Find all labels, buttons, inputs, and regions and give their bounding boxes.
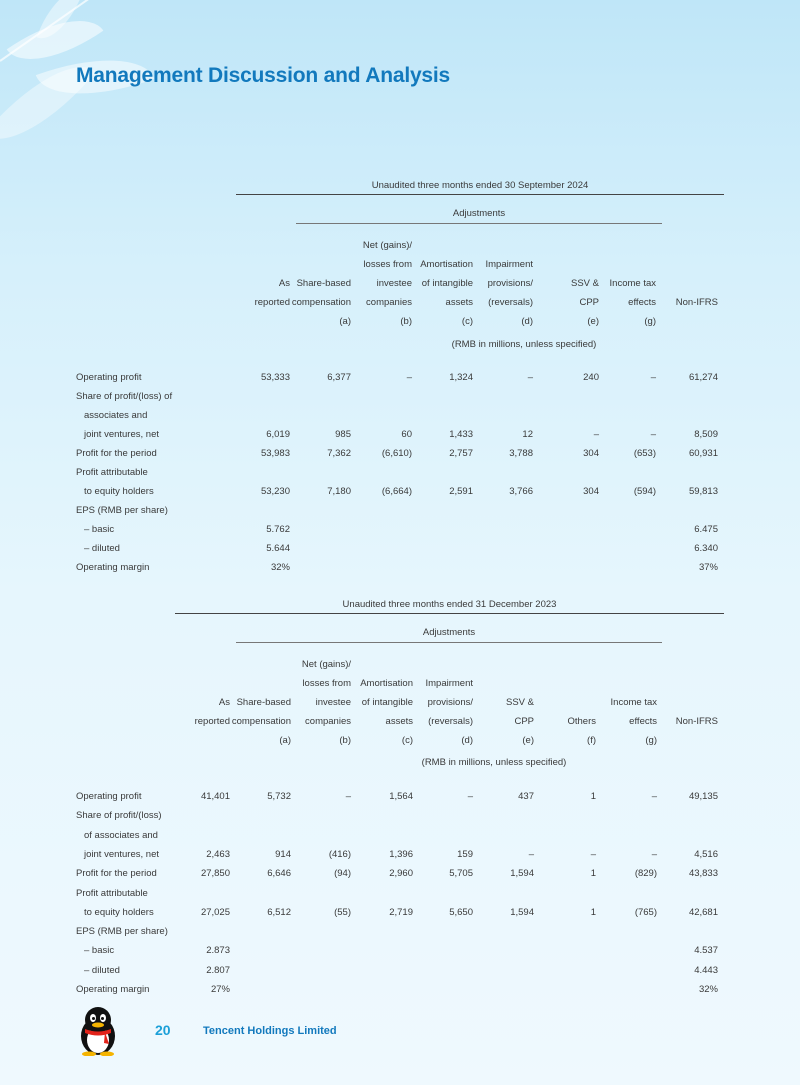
table-cell-value: 2.807 [206, 964, 230, 976]
table-cell-value: 6,646 [267, 868, 291, 880]
table-cell-value: 60,931 [688, 448, 718, 459]
adjustments-header: Adjustments [452, 208, 506, 219]
table-cell-value: 41,401 [200, 791, 230, 802]
row-label: Share of profit/(loss) of [76, 391, 173, 402]
table-cell-value: 4.443 [694, 964, 718, 976]
units-label: (RMB in millions, unless specified) [421, 757, 567, 768]
table-cell-value: 12 [522, 429, 533, 440]
column-note: (g) [645, 735, 657, 746]
units-label: (RMB in millions, unless specified) [451, 339, 597, 350]
table-cell-value: – [527, 372, 533, 383]
column-header-line: provisions/ [487, 278, 533, 289]
row-label: Operating margin [76, 562, 150, 573]
table-cell-value: 1 [590, 868, 596, 880]
table-cell-value: (94) [334, 868, 351, 880]
column-header-line: Income tax [609, 278, 656, 289]
table-cell-value: (6,610) [381, 448, 412, 459]
row-label: Share of profit/(loss) [76, 810, 162, 822]
table-cell-value: – [406, 372, 412, 383]
page-number: 20 [155, 1022, 171, 1038]
table-cell-value: 27,850 [200, 868, 230, 880]
column-note: (b) [400, 316, 412, 327]
table-cell-value: 304 [583, 448, 599, 459]
adjustments-header: Adjustments [422, 627, 476, 638]
column-note: (c) [401, 735, 413, 746]
column-header-line: Amortisation [420, 259, 473, 270]
period-header: Unaudited three months ended 31 December 2023 [342, 599, 557, 610]
table-cell-value: 32% [270, 562, 290, 573]
column-note: (a) [339, 316, 351, 327]
table-cell-value: 43,833 [688, 868, 718, 880]
table-cell-value: 7,362 [327, 448, 351, 459]
table-cell-value: 2,591 [449, 486, 473, 497]
table-cell-value: 4.537 [694, 945, 718, 957]
row-label: EPS (RMB per share) [76, 505, 168, 516]
table-cell-value: 1,594 [510, 906, 534, 918]
row-label: to equity holders [84, 906, 154, 918]
row-label: Profit attributable [76, 887, 148, 899]
row-label: – diluted [84, 543, 120, 554]
column-header-line: investee [376, 278, 412, 289]
table-cell-value: 6.475 [694, 524, 718, 535]
row-label: associates and [84, 410, 148, 421]
table-cell-value: 159 [457, 848, 473, 860]
table-cell-value: (829) [634, 868, 657, 880]
column-note: (d) [461, 735, 473, 746]
column-header-line: Impairment [425, 678, 473, 689]
column-header-line: effects [629, 716, 657, 727]
table-cell-value: 2.873 [206, 945, 230, 957]
table-cell-value: 6,512 [267, 906, 291, 918]
table-cell-value: 2,463 [206, 848, 230, 860]
column-header-line: losses from [363, 259, 412, 270]
table-cell-value: (594) [633, 486, 656, 497]
row-label: Profit for the period [76, 868, 157, 880]
row-label: of associates and [84, 829, 158, 841]
column-header-line: of intangible [361, 697, 413, 708]
table-cell-value: – [345, 791, 351, 802]
table-cell-value: 914 [275, 848, 291, 860]
table-cell-value: – [528, 848, 534, 860]
column-header-line: effects [628, 297, 656, 308]
row-label: Profit for the period [76, 448, 157, 459]
column-header-line: provisions/ [427, 697, 473, 708]
table-cell-value: 27% [210, 984, 230, 995]
column-header-line: CPP [514, 716, 534, 727]
table-cell-value: 2,757 [449, 448, 473, 459]
table-cell-value: 3,766 [509, 486, 533, 497]
page-title: Management Discussion and Analysis [76, 64, 451, 87]
table-cell-value: 985 [335, 429, 351, 440]
column-header-line: Others [567, 716, 596, 727]
column-header-line: Amortisation [360, 678, 413, 689]
column-header-line: Non-IFRS [675, 297, 718, 308]
table-cell-value: (6,664) [381, 486, 412, 497]
table-cell-value: (55) [334, 906, 351, 918]
row-label: – basic [84, 524, 115, 535]
table-cell-value: 53,230 [260, 486, 290, 497]
table-cell-value: 27,025 [200, 906, 230, 918]
column-header-line: Non-IFRS [675, 716, 718, 727]
column-header-line: compensation [231, 716, 291, 727]
table-cell-value: 240 [583, 372, 599, 383]
table-cell-value: – [651, 848, 657, 860]
column-header-line: Share-based [296, 278, 351, 289]
column-header-line: companies [305, 716, 351, 727]
column-note: (a) [279, 735, 291, 746]
column-header-line: Share-based [236, 697, 291, 708]
table-cell-value: (416) [328, 848, 351, 860]
column-note: (c) [461, 316, 473, 327]
table-cell-value: 5,650 [449, 906, 473, 918]
table-cell-value: 4,516 [694, 848, 718, 860]
row-label: – diluted [84, 964, 120, 976]
row-label: – basic [84, 945, 115, 957]
column-header-line: SSV & [571, 278, 599, 289]
row-label: Operating margin [76, 984, 150, 995]
table-cell-value: 304 [583, 486, 599, 497]
table-cell-value: 37% [698, 562, 718, 573]
table-cell-value: 53,983 [260, 448, 290, 459]
table-cell-value: 1 [590, 791, 596, 802]
table-cell-value: 1,433 [449, 429, 473, 440]
adjustments-rule [236, 642, 662, 643]
column-header-line: As [218, 697, 230, 708]
table-cell-value: 49,135 [688, 791, 718, 802]
table-cell-value: 5.762 [266, 524, 290, 535]
row-label: Operating profit [76, 372, 142, 383]
table-cell-value: 59,813 [688, 486, 718, 497]
table-cell-value: (653) [633, 448, 656, 459]
column-header-line: assets [385, 716, 413, 727]
table-cell-value: 2,719 [389, 906, 413, 918]
table-cell-value: – [651, 791, 657, 802]
table-cell-value: 53,333 [260, 372, 290, 383]
table-cell-value: 2,960 [389, 868, 413, 880]
column-header-line: of intangible [421, 278, 473, 289]
table-cell-value: – [467, 791, 473, 802]
column-header-line: assets [445, 297, 473, 308]
column-header-line: reported [254, 297, 290, 308]
table-cell-value: – [650, 429, 656, 440]
row-label: joint ventures, net [84, 429, 159, 440]
table-cell-value: 6,019 [266, 429, 290, 440]
table-cell-value: 7,180 [327, 486, 351, 497]
table-cell-value: – [590, 848, 596, 860]
column-header-line: (reversals) [428, 716, 473, 727]
table-cell-value: 1,396 [389, 848, 413, 860]
table-cell-value: (765) [634, 906, 657, 918]
table-cell-value: 437 [518, 791, 534, 802]
row-label: EPS (RMB per share) [76, 926, 168, 938]
column-note: (e) [587, 316, 599, 327]
row-label: Profit attributable [76, 467, 148, 478]
column-header-line: Impairment [485, 259, 533, 270]
column-header-line: (reversals) [488, 297, 533, 308]
company-name: Tencent Holdings Limited [203, 1025, 337, 1037]
row-label: to equity holders [84, 486, 154, 497]
column-header-line: SSV & [506, 697, 534, 708]
period-rule [175, 613, 724, 614]
row-label: Operating profit [76, 791, 142, 802]
table-cell-value: 1,324 [449, 372, 473, 383]
table-cell-value: 5,732 [267, 791, 291, 802]
column-header-line: investee [315, 697, 351, 708]
column-header-line: Income tax [610, 697, 657, 708]
column-header-line: Net (gains)/ [362, 240, 412, 251]
table-cell-value: 3,788 [509, 448, 533, 459]
column-header-line: losses from [302, 678, 351, 689]
column-header-line: As [278, 278, 290, 289]
table-cell-value: – [593, 429, 599, 440]
table-cell-value: 1,564 [389, 791, 413, 802]
table-cell-value: 60 [401, 429, 412, 440]
column-header-line: compensation [291, 297, 351, 308]
column-note: (e) [522, 735, 534, 746]
table-cell-value: 5.644 [266, 543, 290, 554]
table-cell-value: 42,681 [688, 906, 718, 918]
table-cell-value: 61,274 [688, 372, 718, 383]
table-cell-value: 1,594 [510, 868, 534, 880]
row-label: joint ventures, net [84, 848, 159, 860]
table-cell-value: – [650, 372, 656, 383]
column-header-line: companies [366, 297, 412, 308]
column-note: (d) [521, 316, 533, 327]
column-header-line: CPP [579, 297, 599, 308]
period-header: Unaudited three months ended 30 September 2024 [371, 180, 589, 191]
table-cell-value: 8,509 [694, 429, 718, 440]
table-cell-value: 32% [698, 984, 718, 995]
column-header-line: reported [194, 716, 230, 727]
table-cell-value: 1 [590, 906, 596, 918]
table-cell-value: 6.340 [694, 543, 718, 554]
column-note: (g) [644, 316, 656, 327]
column-header-line: Net (gains)/ [301, 659, 351, 670]
penguin-logo-icon [75, 1006, 121, 1056]
column-note: (f) [587, 735, 596, 746]
table-cell-value: 5,705 [449, 868, 473, 880]
column-note: (b) [339, 735, 351, 746]
table-cell-value: 6,377 [327, 372, 351, 383]
